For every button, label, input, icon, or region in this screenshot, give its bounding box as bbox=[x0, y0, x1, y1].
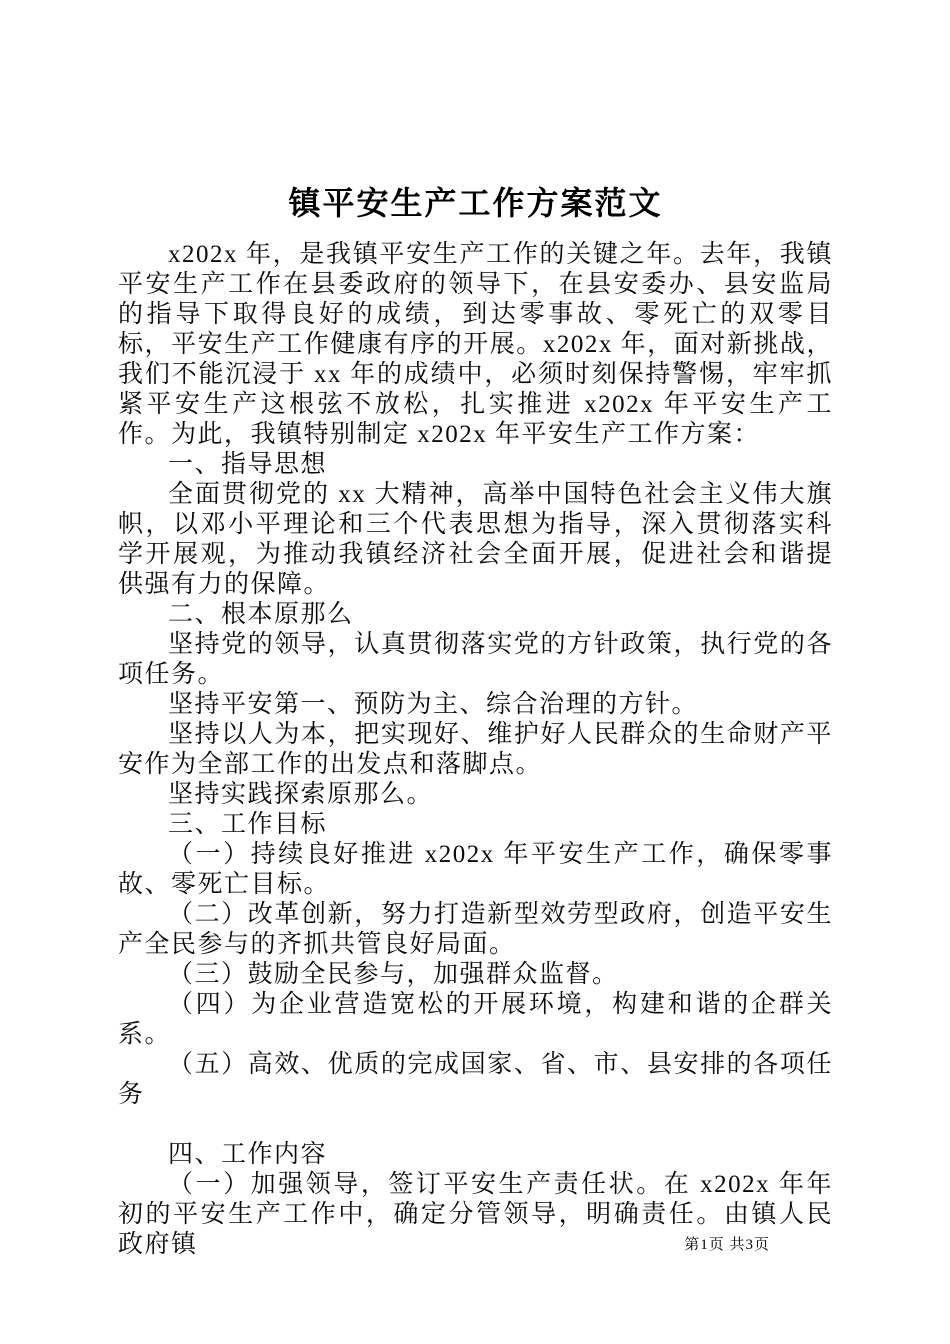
paragraph: x202x 年，是我镇平安生产工作的关键之年。去年，我镇平安生产工作在县委政府的领导下，在县安委办、县安监局的指导下取得良好的成绩，到达零事故、零死亡的双零目标，平安生产工作健康有序的开展。x202x 年，面对新挑战，我们不能沉浸于 xx 年的成绩中，必须时刻保持警惕，牢牢抓紧平安生产这根弦不放松，扎实推进 x202x 年平安生产工作。为此，我镇特别制定 x202x 年平安生产工作方案： bbox=[118, 241, 833, 448]
paragraph: 四、工作内容 bbox=[168, 1141, 328, 1168]
paragraph: （五）高效、优质的完成国家、省、市、县安排的各项任务 bbox=[118, 1051, 833, 1108]
paragraph: （四）为企业营造宽松的开展环境，构建和谐的企群关系。 bbox=[118, 991, 833, 1048]
paragraph: 坚持实践探索原那么。 bbox=[168, 781, 434, 808]
paragraph: 二、根本原那么 bbox=[168, 601, 354, 628]
paragraph: （二）改革创新，努力打造新型效劳型政府，创造平安生产全民参与的齐抓共管良好局面。 bbox=[118, 901, 833, 958]
paragraph: 三、工作目标 bbox=[168, 811, 328, 838]
paragraph: 全面贯彻党的 xx 大精神，高举中国特色社会主义伟大旗帜，以邓小平理论和三个代表思想为指导，深入贯彻落实科学开展观，为推动我镇经济社会全面开展，促进社会和谐提供强有力的保障。 bbox=[118, 481, 833, 598]
paragraph: 坚持党的领导，认真贯彻落实党的方针政策，执行党的各项任务。 bbox=[118, 631, 833, 688]
paragraph: （三）鼓励全民参与，加强群众监督。 bbox=[168, 961, 619, 988]
paragraph: （一）持续良好推进 x202x 年平安生产工作，确保零事故、零死亡目标。 bbox=[118, 841, 833, 898]
document-title: 镇平安生产工作方案范文 bbox=[288, 185, 663, 221]
document-body bbox=[118, 240, 833, 1260]
paragraph: 坚持以人为本，把实现好、维护好人民群众的生命财产平安作为全部工作的出发点和落脚点。 bbox=[118, 721, 833, 778]
paragraph: 一、指导思想 bbox=[168, 451, 328, 478]
page-number-footer: 第1页 共3页 bbox=[684, 1237, 770, 1253]
paragraph: （一）加强领导，签订平安生产责任状。在 x202x 年年初的平安生产工作中，确定分管领导，明确责任。由镇人民政府镇 bbox=[118, 1171, 833, 1258]
paragraph: 坚持平安第一、预防为主、综合治理的方针。 bbox=[168, 691, 699, 718]
blank-line bbox=[118, 1110, 833, 1140]
